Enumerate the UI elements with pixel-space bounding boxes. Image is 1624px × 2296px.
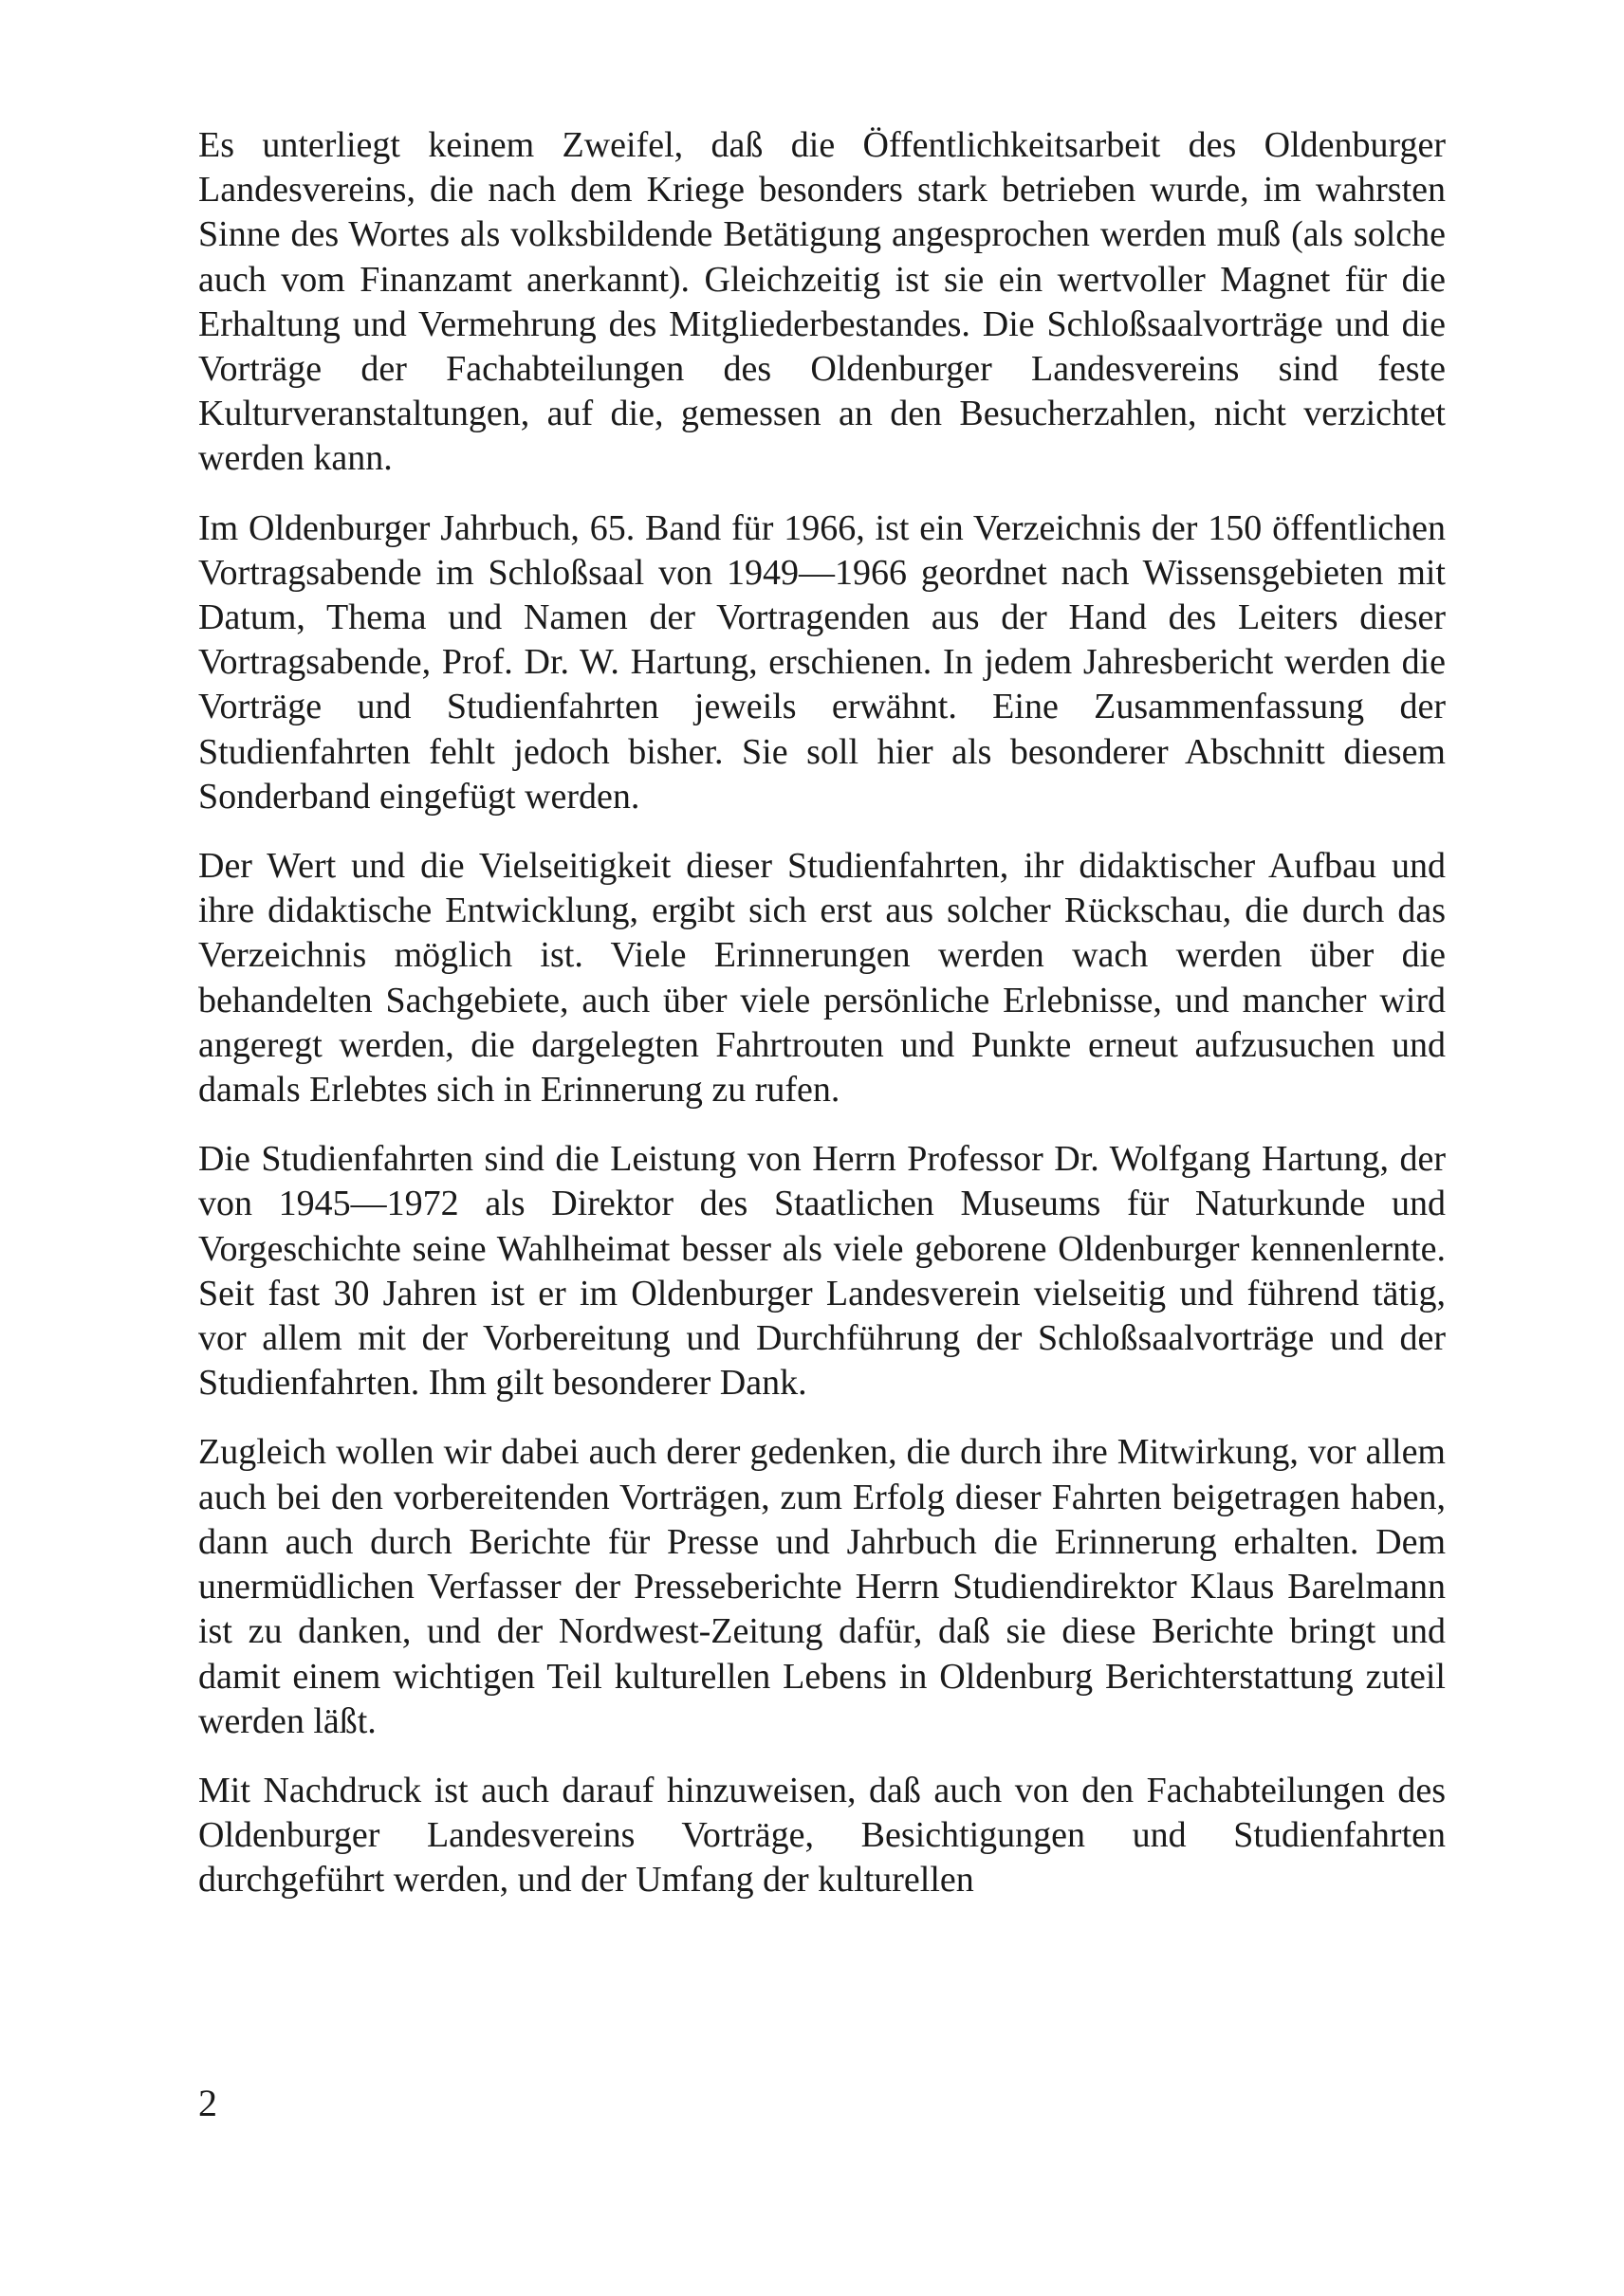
paragraph-5: Zugleich wollen wir dabei auch derer gedenken, die durch ihre Mitwirkung, vor allem auch bei den vorbereitenden Vorträgen, zum Erfolg dieser Fahrten beigetragen haben, dann auch durch Berichte für Presse und Jahrbuch die Erinnerung erhalten. Dem unermüdlichen Verfasser der Presseberichte Herrn Studiendirektor Klaus Barelmann ist zu danken, und der Nordwest-Zeitung dafür, daß sie diese Berichte bringt und damit einem wichtigen Teil kulturellen Lebens in Oldenburg Berichterstattung zuteil werden läßt. xyxy=(198,1432,1446,1741)
body-text xyxy=(198,123,1446,1928)
paragraph-6: Mit Nachdruck ist auch darauf hinzuweisen, daß auch von den Fachabteilungen des Oldenburger Landesvereins Vorträge, Besichtigungen und Studienfahrten durchgeführt werden, und der Umfang der kulturellen xyxy=(198,1770,1446,1901)
paragraph-4: Die Studienfahrten sind die Leistung von Herrn Professor Dr. Wolfgang Hartung, der von 1945—1972 als Direktor des Staatlichen Museums für Naturkunde und Vorgeschichte seine Wahlheimat besser als viele geborene Oldenburger kennenlernte. Seit fast 30 Jahren ist er im Oldenburger Landesverein vielseitig und führend tätig, vor allem mit der Vorbereitung und Durchführung der Schloßsaalvorträge und der Studienfahrten. Ihm gilt besonderer Dank. xyxy=(198,1139,1446,1404)
paragraph-2: Im Oldenburger Jahrbuch, 65. Band für 1966, ist ein Verzeichnis der 150 öffentlichen Vortragsabende im Schloßsaal von 1949—1966 geordnet nach Wissensgebieten mit Datum, Thema und Namen der Vortragenden aus der Hand des Leiters dieser Vortragsabende, Prof. Dr. W. Hartung, erschienen. In jedem Jahresbericht werden die Vorträge und Studienfahrten jeweils erwähnt. Eine Zusammenfassung der Studienfahrten fehlt jedoch bisher. Sie soll hier als besonderer Abschnitt diesem Sonderband eingefügt werden. xyxy=(198,507,1446,817)
page-number: 2 xyxy=(198,2082,217,2124)
paragraph-1: Es unterliegt keinem Zweifel, daß die Öffentlichkeitsarbeit des Oldenburger Landesvereins, die nach dem Kriege besonders stark betrieben wurde, im wahrsten Sinne des Wortes als volksbildende Betätigung angesprochen werden muß (als solche auch vom Finanzamt anerkannt). Gleichzeitig ist sie ein wertvoller Magnet für die Erhaltung und Vermehrung des Mitgliederbestandes. Die Schloßsaalvorträge und die Vorträge der Fachabteilungen des Oldenburger Landesvereins sind feste Kulturveranstaltungen, auf die, gemessen an den Besucherzahlen, nicht verzichtet werden kann. xyxy=(198,125,1446,479)
paragraph-3: Der Wert und die Vielseitigkeit dieser Studienfahrten, ihr didaktischer Aufbau und ihre didaktische Entwicklung, ergibt sich erst aus solcher Rückschau, die durch das Verzeichnis möglich ist. Viele Erinnerungen werden wach werden über die behandelten Sachgebiete, auch über viele persönliche Erlebnisse, und mancher wird angeregt werden, die dargelegten Fahrtrouten und Punkte erneut aufzusuchen und damals Erlebtes sich in Erinnerung zu rufen. xyxy=(198,846,1446,1111)
